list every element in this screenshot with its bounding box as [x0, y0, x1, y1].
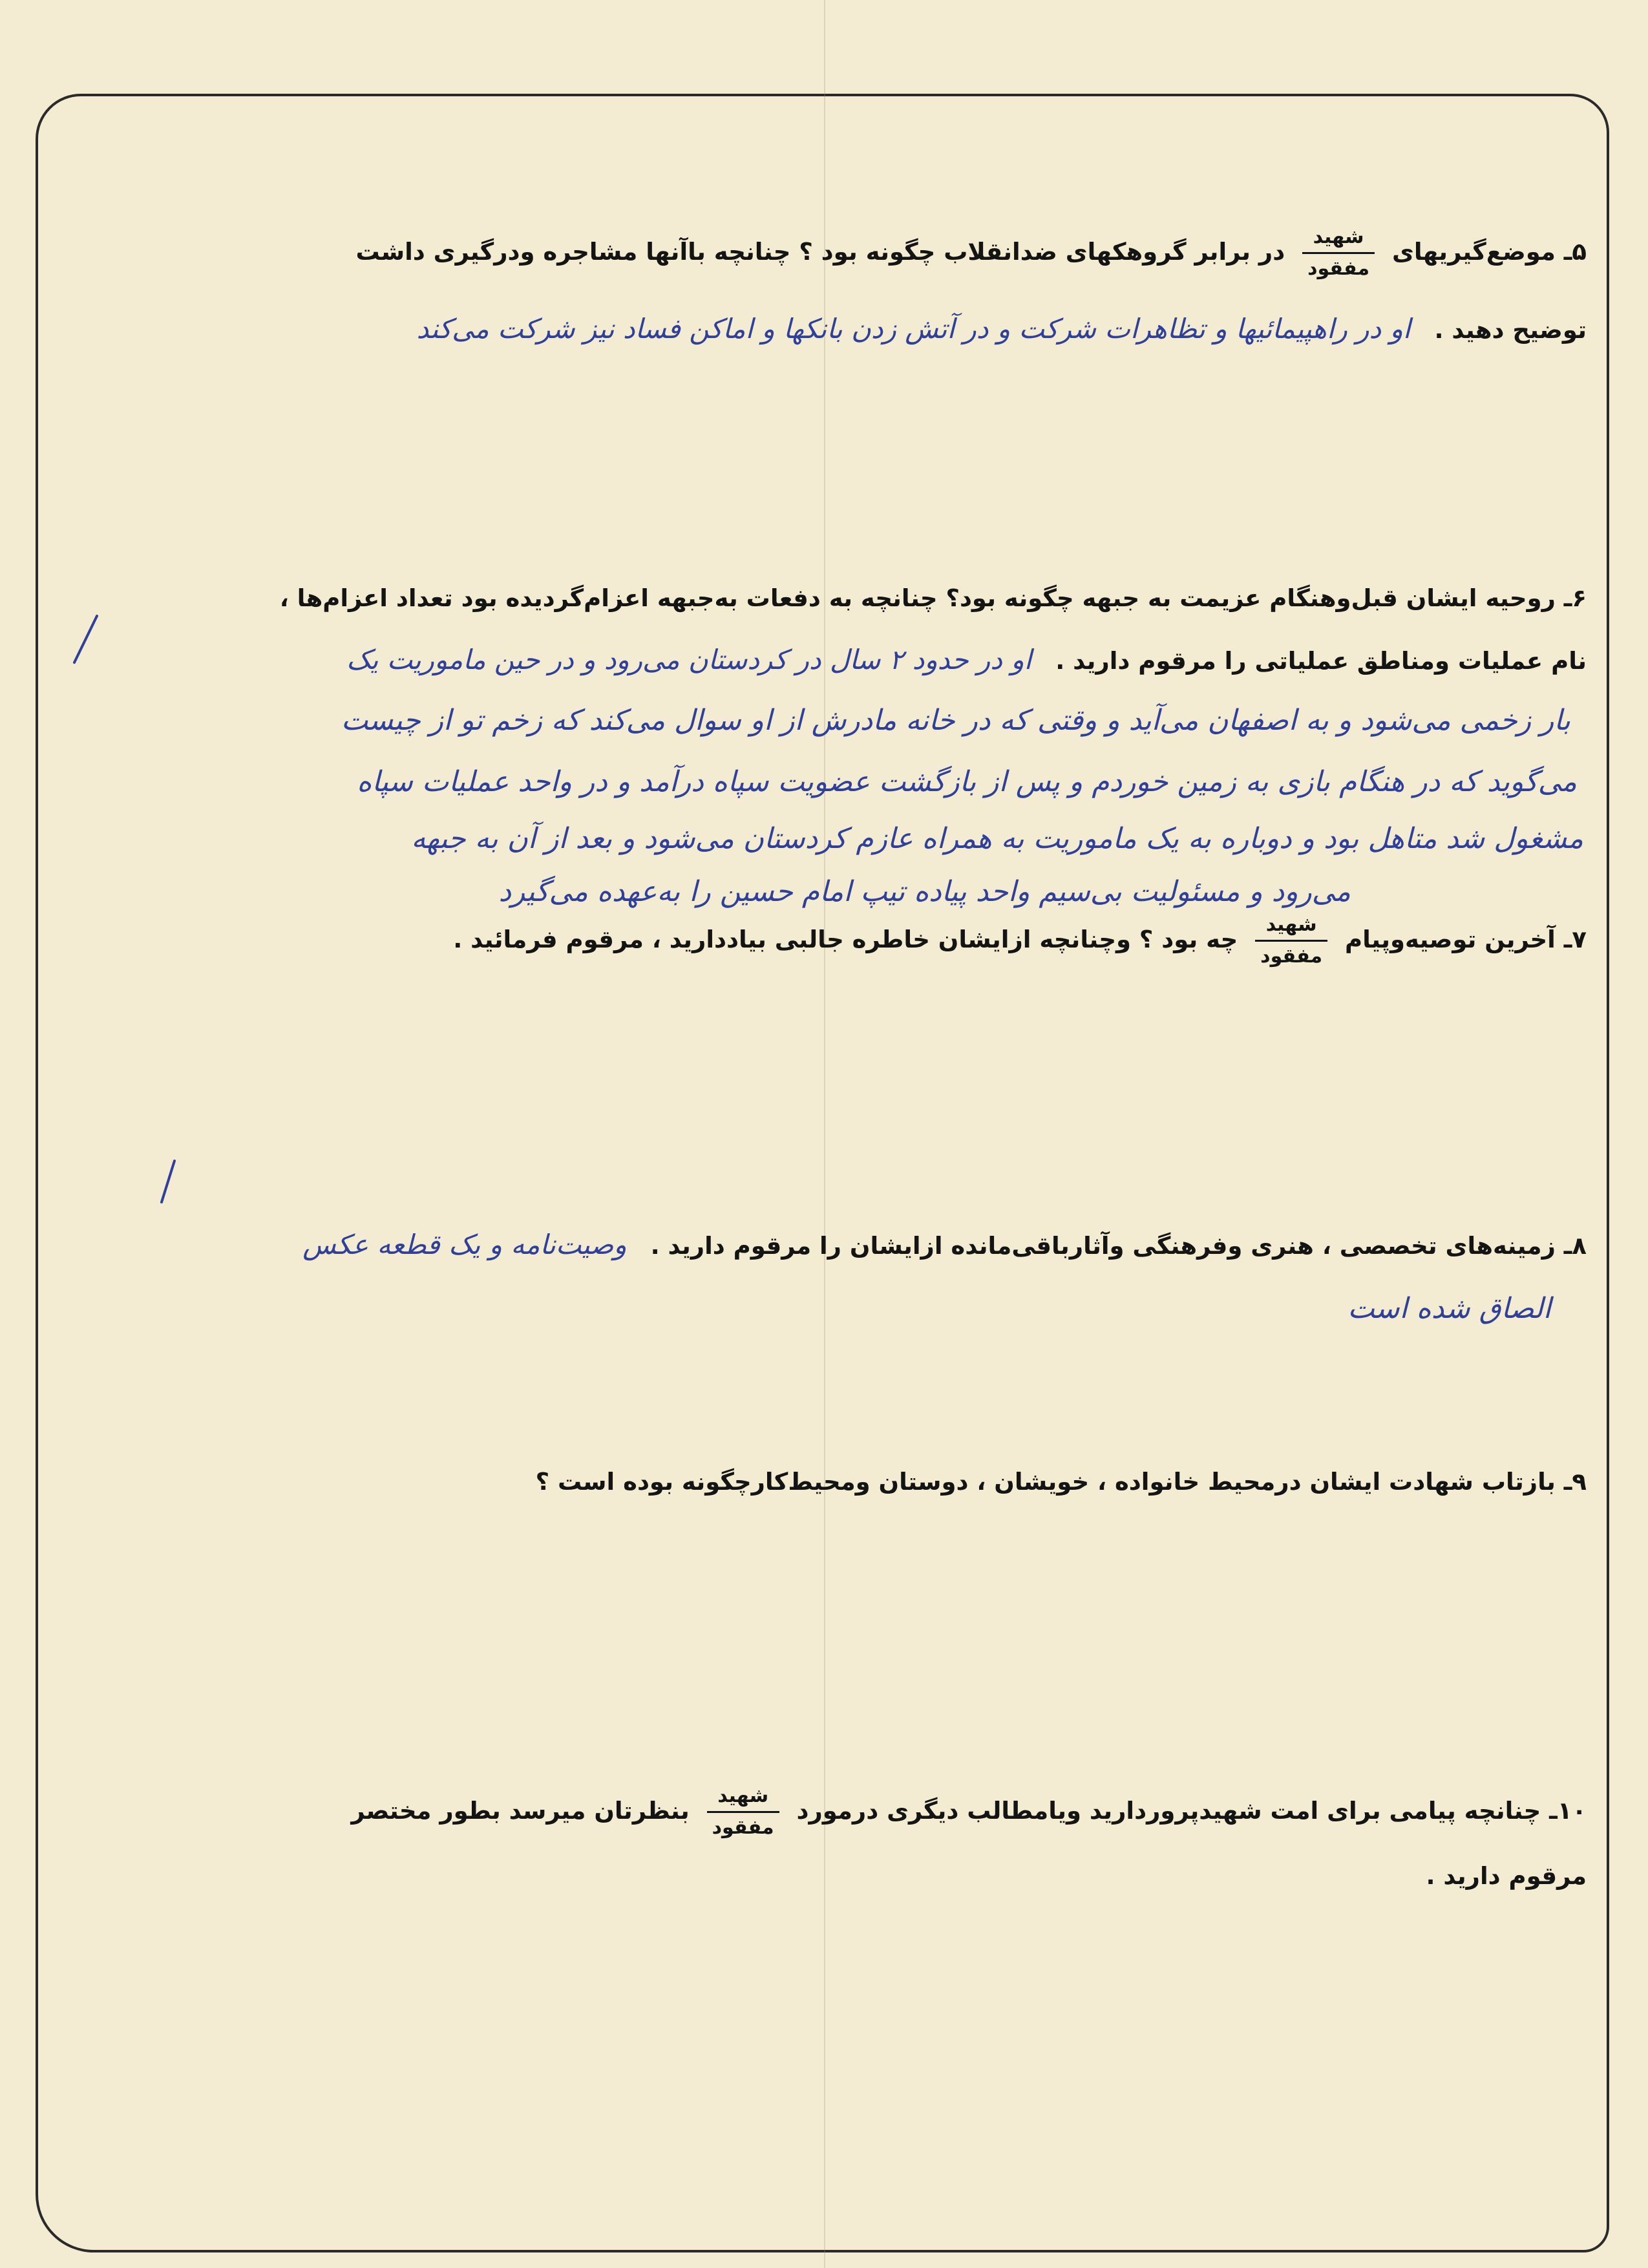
question-6-line2: [132, 640, 1587, 681]
answer-tick-mark: [145, 1157, 184, 1209]
fraction-bottom: مفقود: [1260, 945, 1323, 968]
question-5-text-a: موضع‌گیریهای: [1391, 238, 1556, 266]
question-10: [100, 1784, 1587, 1840]
question-5-text-c: توضیح دهید .: [1434, 316, 1587, 344]
fraction-top: شهید: [1255, 913, 1327, 942]
question-6-answer-inline: او در حدود ۲ سال در کردستان می‌رود و در حین ماموریت یک: [346, 644, 1032, 675]
question-10-text-c: مرقوم دارید .: [1426, 1862, 1587, 1890]
question-8-answer-inline: وصیت‌نامه و یک قطعه عکس: [302, 1229, 627, 1260]
question-7: [100, 913, 1587, 969]
question-5: [132, 225, 1587, 281]
question-5-text-b: در برابر گروهکهای ضدانقلاب چگونه بود ؟ چنانچه باآنها مشاجره ودرگیری داشت: [355, 238, 1285, 266]
martyr-missing-fraction: [1255, 913, 1327, 969]
question-9-text: ۹ـ بازتاب شهادت ایشان درمحیط خانواده ، خویشان ، دوستان ومحیط‌کارچگونه بوده است ؟: [535, 1468, 1587, 1496]
question-6-answer-line: می‌گوید که در هنگام بازی به زمین خوردم و پس از بازگشت عضویت سپاه درآمد و در واحد عملیات سپاه: [357, 765, 1577, 798]
question-7-number: ۷ـ: [1563, 926, 1587, 953]
question-10-text-a: چنانچه پیامی برای امت شهیدپرورداريد ویامطالب دیگری درمورد: [796, 1797, 1541, 1825]
question-10-line2: [1070, 1856, 1587, 1896]
question-8: [100, 1225, 1587, 1266]
question-8-answer-line2: الصاق شده است: [1347, 1292, 1551, 1325]
martyr-missing-fraction: [707, 1784, 779, 1840]
fraction-bottom: مفقود: [712, 1816, 774, 1839]
question-7-text-b: چه بود ؟ وچنانچه ازایشان خاطره جالبی بیاددارید ، مرقوم فرمائید .: [453, 926, 1238, 953]
page-border: [36, 94, 1609, 2252]
question-5-answer: او در راهپیمائیها و تظاهرات شرکت و در آتش زدن بانکها و اماکن فساد نیز شرکت می‌کند: [416, 313, 1411, 344]
question-6-answer-line: مشغول شد متاهل بود و دوباره به یک ماموریت به همراه عازم کردستان می‌شود و بعد از آن به جبهه: [411, 822, 1583, 855]
question-8-text: ۸ـ زمینه‌های تخصصی ، هنری وفرهنگی وآثارباقی‌مانده ازایشان را مرقوم دارید .: [650, 1232, 1587, 1260]
question-6-line1: [100, 578, 1587, 619]
question-10-text-b: بنظرتان میرسد بطور مختصر: [351, 1797, 690, 1825]
question-5-line2: [100, 309, 1587, 350]
fraction-bottom: مفقود: [1307, 257, 1370, 280]
question-10-number: ۱۰ـ: [1549, 1797, 1587, 1825]
question-5-number: ۵ـ: [1563, 238, 1587, 266]
question-6-text-2: نام عملیات ومناطق عملیاتی را مرقوم دارید .: [1055, 647, 1587, 675]
question-6-answer-line: بار زخمی می‌شود و به اصفهان می‌آید و وقتی که در خانه مادرش از او سوال می‌کند که زخم تو از چیست: [341, 704, 1570, 737]
fraction-top: شهید: [1302, 225, 1375, 254]
question-6-text-1: ۶ـ روحیه ایشان قبل‌وهنگام عزیمت به جبهه چگونه بود؟ چنانچه به دفعات به‌جبهه اعزام‌گردیده بود تعداد اعزام‌ها ،: [279, 584, 1587, 612]
question-7-text-a: آخرین توصیه‌وپیام: [1345, 926, 1556, 953]
martyr-missing-fraction: [1302, 225, 1375, 281]
question-6-answer-line: می‌رود و مسئولیت بی‌سیم واحد پیاده تیپ امام حسین را به‌عهده می‌گیرد: [498, 875, 1351, 908]
fraction-top: شهید: [707, 1784, 779, 1813]
answer-tick-mark: [61, 611, 107, 669]
question-9: [165, 1462, 1587, 1502]
